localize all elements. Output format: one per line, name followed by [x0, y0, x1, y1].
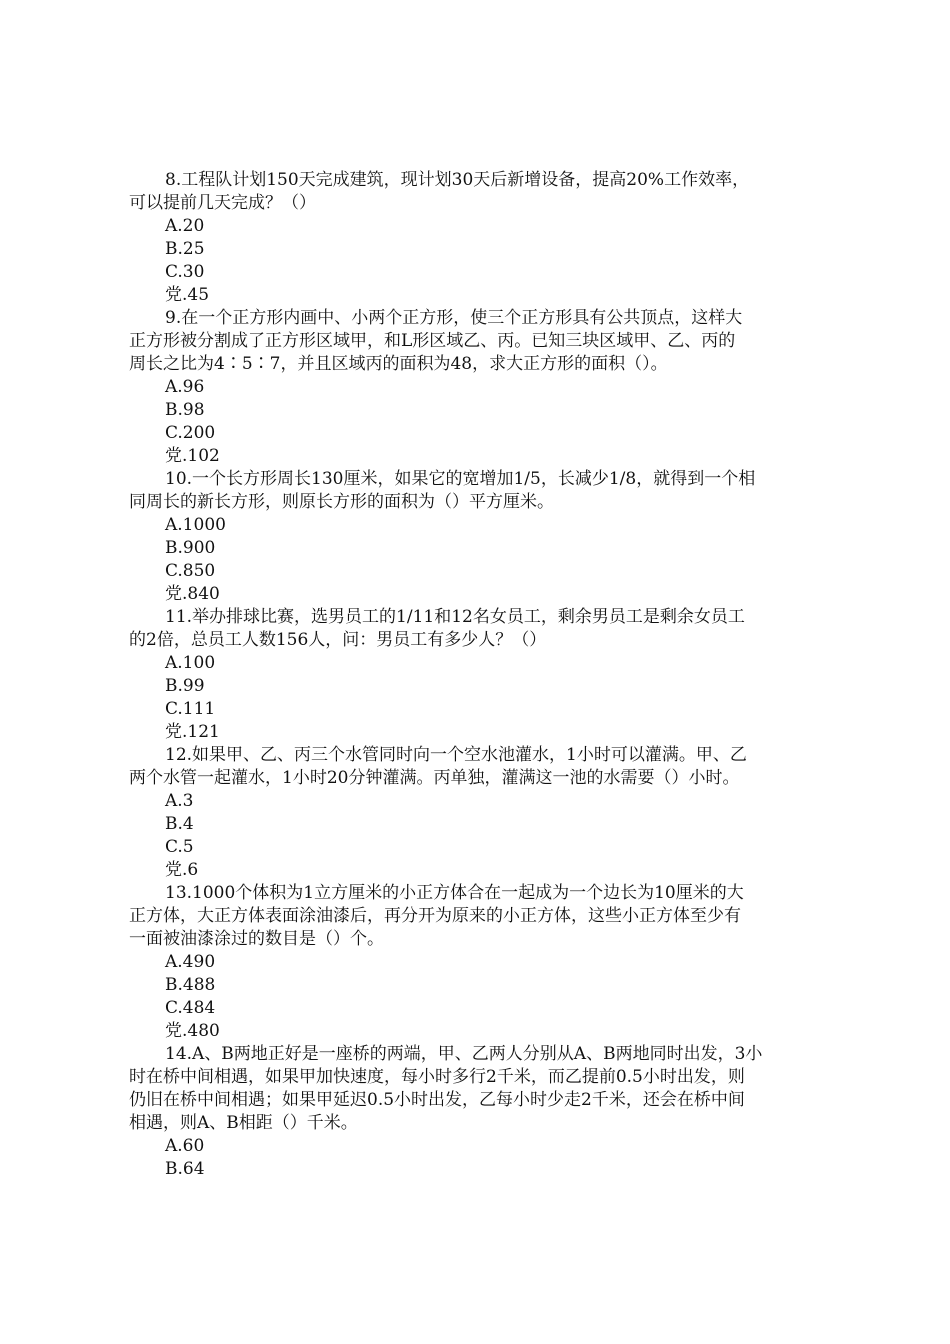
question-stem	[129, 744, 834, 790]
answer-option: 党.121	[165, 722, 220, 742]
answer-option: C.5	[165, 837, 194, 857]
question-text-line: 11.举办排球比赛，选男员工的1/11和12名女员工，剩余男员工是剩余女员工	[165, 607, 745, 627]
question-stem	[129, 169, 834, 215]
answer-option: A.100	[165, 653, 216, 673]
answer-option: C.30	[165, 262, 205, 282]
question-block	[129, 169, 834, 307]
answer-option: B.25	[165, 239, 205, 259]
answer-options	[129, 1135, 834, 1181]
question-text-line: 一面被油漆涂过的数目是（）个。	[129, 929, 384, 949]
question-stem	[129, 307, 834, 376]
answer-option: B.64	[165, 1159, 205, 1179]
answer-option: A.1000	[165, 515, 226, 535]
answer-option: C.200	[165, 423, 216, 443]
answer-option: A.3	[165, 791, 194, 811]
answer-options	[129, 514, 834, 606]
answer-option: C.850	[165, 561, 216, 581]
question-text-line: 12.如果甲、乙、丙三个水管同时向一个空水池灌水，1小时可以灌满。甲、乙	[165, 745, 747, 765]
question-text-line: 正方体，大正方体表面涂油漆后，再分开为原来的小正方体，这些小正方体至少有	[129, 906, 741, 926]
question-text-line: 两个水管一起灌水，1小时20分钟灌满。丙单独，灌满这一池的水需要（）小时。	[129, 768, 740, 788]
question-text-line: 仍旧在桥中间相遇；如果甲延迟0.5小时出发，乙每小时少走2千米，还会在桥中间	[129, 1090, 745, 1110]
question-stem	[129, 1043, 834, 1135]
question-text-line: 10.一个长方形周长130厘米，如果它的宽增加1/5，长减少1/8，就得到一个相	[165, 469, 756, 489]
question-text-line: 正方形被分割成了正方形区域甲，和L形区域乙、丙。已知三块区域甲、乙、丙的	[129, 331, 736, 351]
answer-option: B.98	[165, 400, 205, 420]
answer-option: 党.45	[165, 285, 210, 305]
question-block	[129, 307, 834, 468]
question-stem	[129, 606, 834, 652]
question-stem	[129, 882, 834, 951]
answer-options	[129, 376, 834, 468]
answer-option: C.111	[165, 699, 216, 719]
answer-options	[129, 790, 834, 882]
question-text-line: 8.工程队计划150天完成建筑，现计划30天后新增设备，提高20%工作效率，	[165, 170, 750, 190]
question-stem	[129, 468, 834, 514]
question-text-line: 周长之比为4∶5∶7，并且区域丙的面积为48，求大正方形的面积（）。	[129, 354, 668, 374]
answer-option: C.484	[165, 998, 216, 1018]
question-text-line: 14.A、B两地正好是一座桥的两端，甲、乙两人分别从A、B两地同时出发，3小	[165, 1044, 763, 1064]
answer-option: 党.102	[165, 446, 220, 466]
question-text-line: 相遇，则A、B相距（）千米。	[129, 1113, 358, 1133]
answer-option: B.4	[165, 814, 194, 834]
answer-option: 党.480	[165, 1021, 220, 1041]
question-block	[129, 606, 834, 744]
question-block	[129, 468, 834, 606]
question-text-line: 可以提前几天完成？（）	[129, 193, 316, 213]
answer-option: A.60	[165, 1136, 205, 1156]
question-text-line: 的2倍，总员工人数156人，问：男员工有多少人？（）	[129, 630, 547, 650]
answer-option: B.900	[165, 538, 216, 558]
answer-option: B.99	[165, 676, 205, 696]
question-block	[129, 744, 834, 882]
answer-options	[129, 951, 834, 1043]
document-body	[129, 169, 834, 1181]
answer-options	[129, 652, 834, 744]
answer-option: A.20	[165, 216, 205, 236]
answer-option: 党.840	[165, 584, 220, 604]
question-text-line: 同周长的新长方形，则原长方形的面积为（）平方厘米。	[129, 492, 554, 512]
answer-option: A.96	[165, 377, 205, 397]
answer-options	[129, 215, 834, 307]
answer-option: 党.6	[165, 860, 199, 880]
question-text-line: 时在桥中间相遇，如果甲加快速度，每小时多行2千米，而乙提前0.5小时出发，则	[129, 1067, 745, 1087]
question-block	[129, 1043, 834, 1181]
question-text-line: 13.1000个体积为1立方厘米的小正方体合在一起成为一个边长为10厘米的大	[165, 883, 744, 903]
question-block	[129, 882, 834, 1043]
question-text-line: 9.在一个正方形内画中、小两个正方形，使三个正方形具有公共顶点，这样大	[165, 308, 743, 328]
answer-option: A.490	[165, 952, 216, 972]
answer-option: B.488	[165, 975, 216, 995]
